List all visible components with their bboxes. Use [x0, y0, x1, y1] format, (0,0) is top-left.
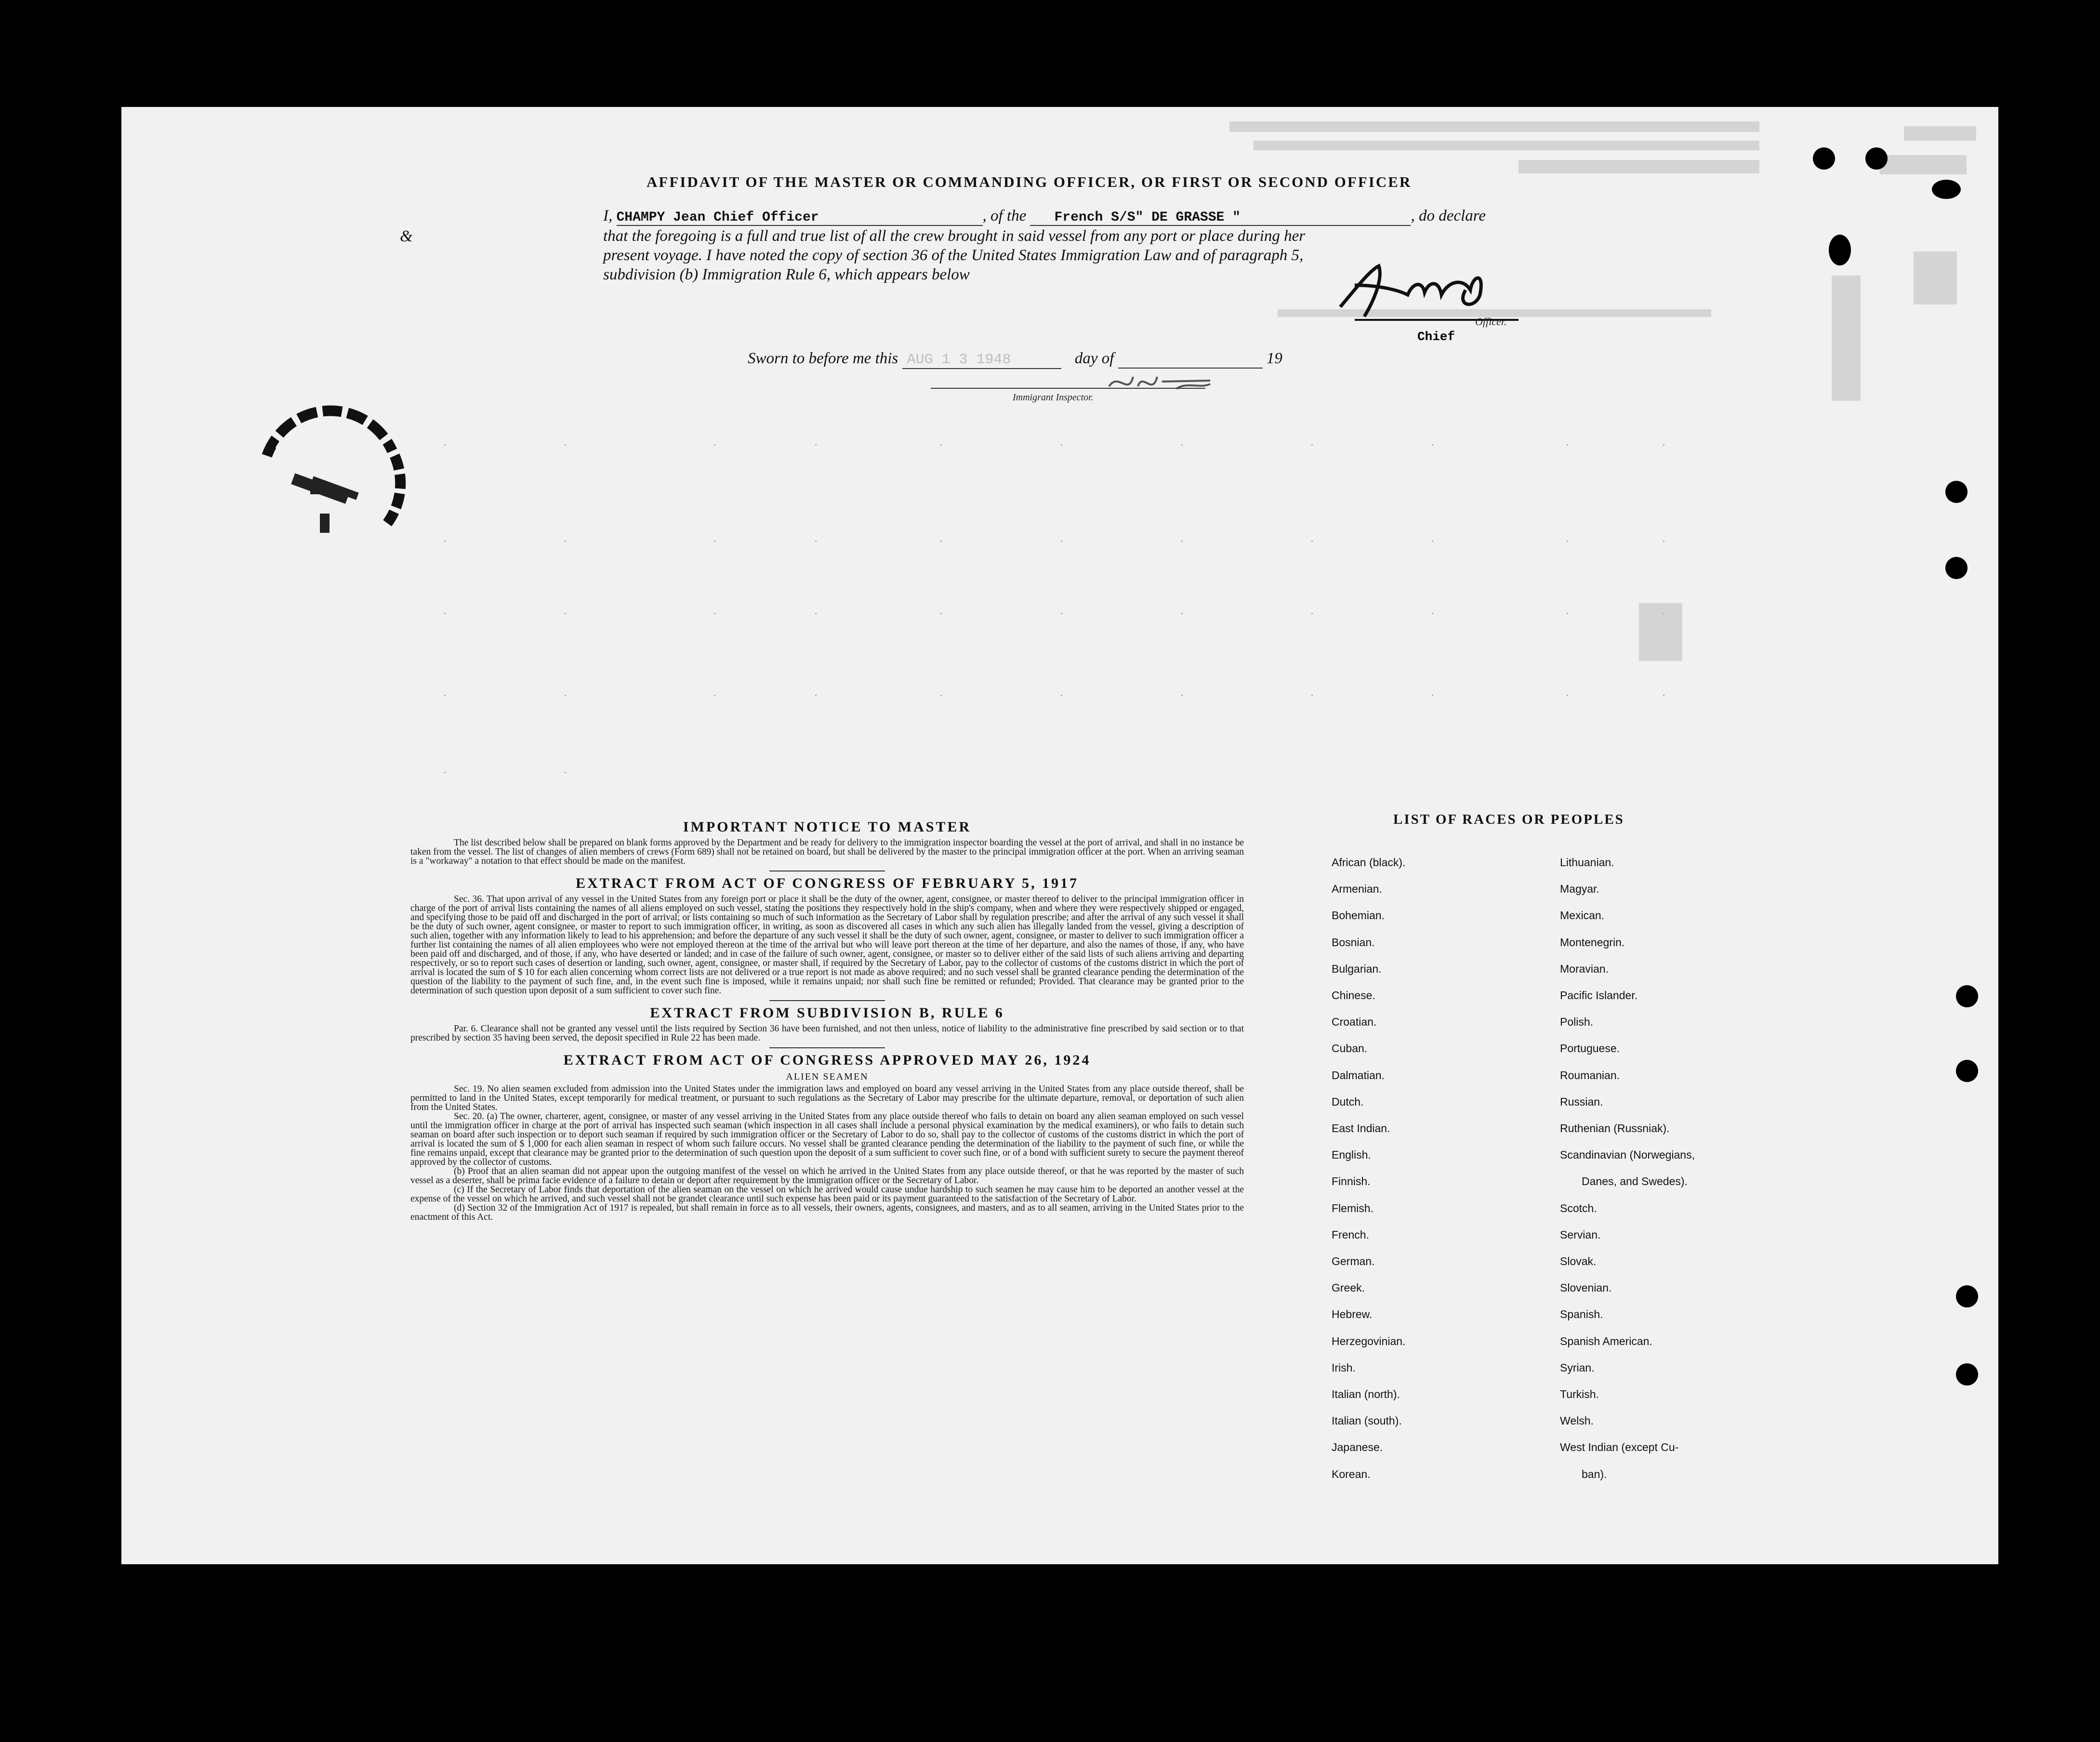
binder-hole: [1956, 1285, 1978, 1307]
sworn-text: Sworn to before me this: [748, 350, 898, 367]
day-of-text: day of: [1074, 350, 1114, 367]
race-item: Irish.: [1332, 1361, 1356, 1374]
race-item: East Indian.: [1332, 1122, 1390, 1135]
officer-name: CHAMPY Jean Chief Officer: [617, 210, 983, 226]
divider: [769, 1000, 885, 1001]
race-item: Montenegrin.: [1560, 936, 1625, 949]
race-item: German.: [1332, 1255, 1375, 1267]
race-item: African (black).: [1332, 856, 1406, 869]
race-item: Roumanian.: [1560, 1069, 1620, 1082]
race-item: Greek.: [1332, 1281, 1365, 1294]
race-item: Chinese.: [1332, 989, 1375, 1002]
race-item: Armenian.: [1332, 883, 1382, 896]
year-prefix: 19: [1266, 350, 1282, 367]
race-item: Japanese.: [1332, 1441, 1383, 1454]
race-item: Cuban.: [1332, 1042, 1368, 1055]
race-item: Bulgarian.: [1332, 962, 1382, 975]
binder-hole: [1956, 985, 1978, 1007]
extract-rule-6-title: EXTRACT FROM SUBDIVISION B, RULE 6: [650, 1005, 1004, 1021]
race-item: Bosnian.: [1332, 936, 1375, 949]
race-item: Mexican.: [1560, 909, 1605, 922]
section-20a-text: Sec. 20. (a) The owner, charterer, agent, consignee, or master of any vessel arriving in the United States from any place outside thereof who fails to detain on board any alien seaman employed on such vessel until the immigration officer in charge at the port of arrival has inspected such seaman (which inspection in all cases shall include a personal physical examination by the medical examiners), or who fails to detain such seaman on board after such inspection or to deport such seaman if required by such immigration officer or the Secretary of Labor to do so, shall pay to the collector of customs of the customs district in which the port of arrival is located the sum of $ 1,000 for each alien seaman in respect of whom such failure occurs. No vessel shall be granted clearance pending the determination of the liability to the payment of such fine, or while the fine remains unpaid, except that clearance may be granted prior to the determination of such question upon the deposit of a sum sufficient to cover such fine, or of a bond with sufficient surety to secure the payment thereof approved by the collector of customs.: [410, 1111, 1244, 1167]
race-item: ban).: [1582, 1467, 1607, 1480]
binder-hole: [1945, 481, 1968, 503]
race-item: Pacific Islander.: [1560, 989, 1638, 1002]
of-the-text: , of the: [982, 207, 1027, 224]
race-item: Dutch.: [1332, 1095, 1364, 1108]
race-item: Hebrew.: [1332, 1308, 1373, 1321]
binder-hole: [1865, 147, 1888, 170]
race-item: Finnish.: [1332, 1175, 1371, 1188]
race-item: Korean.: [1332, 1467, 1371, 1480]
chief-label: Chief: [1417, 330, 1455, 344]
race-item: Slovenian.: [1560, 1281, 1612, 1294]
section-36-text: Sec. 36. That upon arrival of any vessel in the United States from any foreign port or place it shall be the duty of the owner, agent, consignee, or master thereof to deliver to the principal immigration officer in charge of the port of arrival lists containing the names of all aliens employed on such vessel, stating the positions they respectively hold in the ship's company, when and where they were respectively shipped or engaged, and specifying those to be paid off and discharged in the port of arrival; or lists containing so much of such information as the Secretary of Labor shall by regulation prescribe; and after the arrival of any such vessel it shall be the duty of such owner, agent consignee, or master to report to such immigration officer, in writing, as soon as discovered all cases in which any such alien has illegally landed from the vessel, giving a description of such alien, together with any information likely to lead to his apprehension; and before the departure of any such vessel it shall be the duty of such owner, agent, consignee, or master to deliver to such immigration officer a further list containing the names of all alien employees who were not employed thereon at the time of the arrival but who will leave port thereon at the time of her departure, and also the names of those, if any, who have been paid off and discharged, and of those, if any, who have deserted or landed; and in case of the failure of such owner, agent, consignee, or master so to deliver either of the said lists of such aliens arriving and departing respectively, or so to report such cases of desertion or landing, such owner, agent, consignee, or master shall, if required by the Secretary of Labor, pay to the collector of customs of the customs district in which the port of arrival is located the sum of $ 10 for each alien concerning whom correct lists are not delivered or a true report is not made as above required; and no such vessel shall be granted clearance pending the determination of the question of the liability to the payment of such fine, and, in the event such fine is imposed, while it remains unpaid; nor shall such fine be remitted or refunded; Provided. That clearance may be granted prior to the determination of such question upon deposit of a sum sufficient to cover such fine.: [410, 894, 1244, 996]
race-item: Servian.: [1560, 1228, 1601, 1241]
stamp-number-7: 7: [342, 424, 349, 438]
do-declare-text: , do declare: [1411, 207, 1486, 224]
races-list-title: LIST OF RACES OR PEOPLES: [1393, 812, 1625, 827]
race-item: Ruthenian (Russniak).: [1560, 1122, 1670, 1135]
section-20b-text: (b) Proof that an alien seaman did not appear upon the outgoing manifest of the vessel on which he arrived in the United States from any place outside thereof, or that he was reported by the master of such vessel as a deserter, shall be prima facie evidence of a failure to detain or deport after requirement by the immigration officer or the Secretary of Labor.: [410, 1166, 1244, 1186]
affidavit-title: AFFIDAVIT OF THE MASTER OR COMMANDING OFFICER, OR FIRST OR SECOND OFFICER: [647, 173, 1412, 190]
affidavit-line-4: subdivision (b) Immigration Rule 6, which appears below: [603, 266, 970, 283]
race-item: Croatian.: [1332, 1016, 1377, 1029]
stamp-number-6: 6: [319, 424, 326, 438]
race-item: Spanish American.: [1560, 1334, 1652, 1347]
race-item: Danes, and Swedes).: [1582, 1175, 1688, 1188]
binder-hole: [1956, 1060, 1978, 1082]
race-item: Lithuanian.: [1560, 856, 1614, 869]
race-item: Italian (south).: [1332, 1414, 1402, 1427]
race-item: Italian (north).: [1332, 1388, 1400, 1400]
notice-title: IMPORTANT NOTICE TO MASTER: [683, 819, 972, 835]
race-item: Moravian.: [1560, 962, 1609, 975]
race-item: Portuguese.: [1560, 1042, 1620, 1055]
race-item: Bohemian.: [1332, 909, 1385, 922]
paragraph-6-text: Par. 6. Clearance shall not be granted any vessel until the lists required by Section 36 have been furnished, and not then unless, notice of liability to the administrative fine prescribed by said section or to that prescribed by section 35 having been served, the deposit specified in Rule 22 has been made.: [410, 1024, 1244, 1043]
section-20c-text: (c) If the Secretary of Labor finds that deportation of the alien seaman on the vessel on which he arrived would cause undue hardship to such seamen he may cause him to be deported an another vessel at the expense of the vessel on which he arrived, and such vessel shall not be grandet clearance until such expense has been paid or its payment guaranteed to the satisfaction of the Secretary of Labor.: [410, 1185, 1244, 1204]
affidavit-line-2: that the foregoing is a full and true list of all the crew brought in said vessel from any port or place during her: [603, 227, 1306, 245]
inspector-label: Immigrant Inspector.: [1013, 392, 1094, 403]
alien-seamen-subtitle: ALIEN SEAMEN: [786, 1071, 869, 1082]
i-text: I,: [603, 207, 613, 224]
race-item: Herzegovinian.: [1332, 1334, 1406, 1347]
race-item: Flemish.: [1332, 1201, 1374, 1214]
race-item: Turkish.: [1560, 1388, 1599, 1400]
extract-1917-title: EXTRACT FROM ACT OF CONGRESS OF FEBRUARY 5, 1917: [575, 875, 1079, 891]
race-item: Scotch.: [1560, 1201, 1597, 1214]
binder-hole: [1813, 147, 1835, 170]
race-item: West Indian (except Cu-: [1560, 1441, 1679, 1454]
race-item: Magyar.: [1560, 883, 1599, 896]
vessel-name: French S/S" DE GRASSE ": [1030, 210, 1411, 226]
manifest-sheet: [121, 107, 1998, 1564]
important-notice-section: [410, 815, 1244, 1222]
binder-hole: [1829, 235, 1851, 265]
race-item: Russian.: [1560, 1095, 1603, 1108]
stamp-number-8: 8: [363, 429, 370, 443]
binder-hole: [1956, 1363, 1978, 1386]
race-item: French.: [1332, 1228, 1369, 1241]
race-item: Dalmatian.: [1332, 1069, 1385, 1082]
section-19-text: Sec. 19. No alien seamen excluded from admission into the United States under the immigration laws and employed on board any vessel arriving in the United States from any place outside thereof, shall be permitted to land in the United States, except temporarily for medical treatment, or pursuant to such regulations as the Secretary of Labor may prescribe for the ultimate departure, removal, or deportation of such alien from the United States.: [410, 1084, 1244, 1112]
race-item: Syrian.: [1560, 1361, 1595, 1374]
race-item: Welsh.: [1560, 1414, 1594, 1427]
stamp-number-5: 5: [297, 429, 304, 443]
sworn-date-stamp: AUG 1 3 1948: [902, 352, 1061, 369]
race-item: Scandinavian (Norwegians,: [1560, 1148, 1695, 1161]
officer-label: Officer.: [1475, 316, 1507, 328]
stamp-number-4: 4: [276, 438, 283, 453]
race-item: Polish.: [1560, 1016, 1594, 1029]
divider: [769, 1047, 885, 1048]
race-item: Slovak.: [1560, 1255, 1597, 1267]
extract-1924-title: EXTRACT FROM ACT OF CONGRESS APPROVED MAY 26, 1924: [563, 1052, 1091, 1068]
race-item: English.: [1332, 1148, 1371, 1161]
ampersand-mark: &: [400, 227, 413, 245]
race-item: Spanish.: [1560, 1308, 1603, 1321]
notice-body: The list described below shall be prepared on blank forms approved by the Department and be ready for delivery to the immigration inspector boarding the vessel at the port of arrival, and shall in no instance be taken from the vessel. The list of changes of alien members of crews (Form 689) shall not be retained on board, but shall be delivered by the master to the principal immigration officer at the port. When an arriving seaman is a "workaway" a notation to that effect should be made on the manifest.: [410, 838, 1244, 866]
section-20d-text: (d) Section 32 of the Immigration Act of 1917 is repealed, but shall remain in force as to all vessels, their owners, agents, consignees, and masters, and as to all seamen, arriving in the United States prior to the enactment of this Act.: [410, 1203, 1244, 1222]
binder-hole: [1932, 180, 1961, 199]
stamp-number-9: 9: [384, 454, 391, 468]
binder-hole: [1945, 557, 1968, 579]
affidavit-line-3: present voyage. I have noted the copy of section 36 of the United States Immigration Law and of paragraph 5,: [603, 247, 1304, 264]
